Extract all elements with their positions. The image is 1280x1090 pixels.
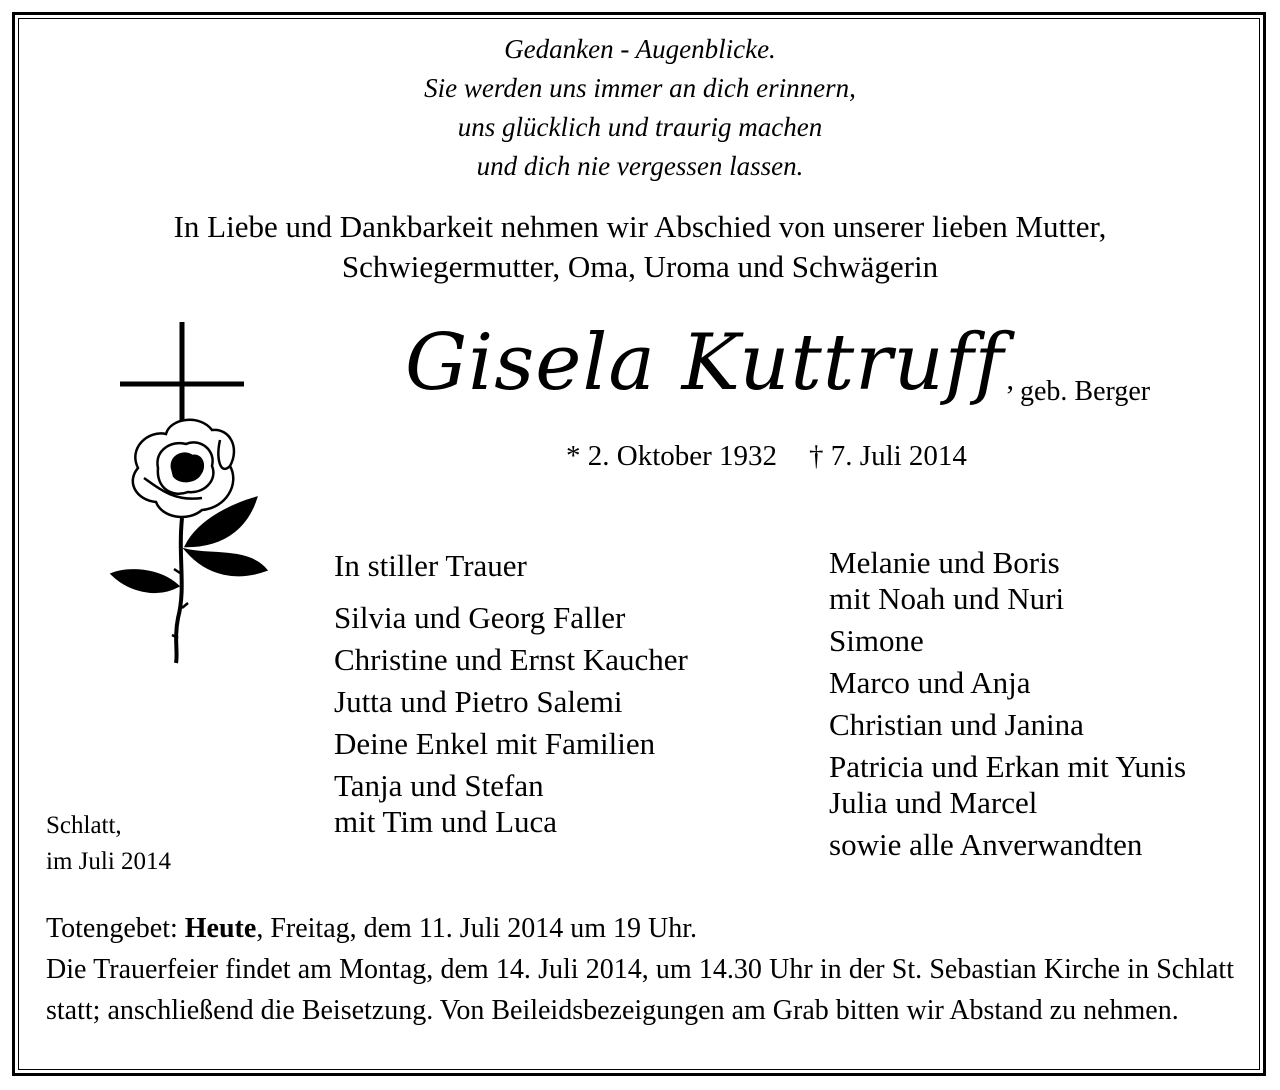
birth-date: * 2. Oktober 1932 [566, 440, 778, 472]
mourner-entry: Christine und Ernst Kaucher [334, 642, 688, 677]
life-dates [566, 440, 967, 473]
mourner-entry: Tanja und Stefan [334, 768, 544, 803]
service-details [46, 908, 1234, 1031]
mourner-entry: Simone [829, 623, 924, 658]
cross-icon [120, 322, 244, 428]
mourner-entry: mit Tim und Luca [334, 804, 558, 839]
poem-line: und dich nie vergessen lassen. [476, 151, 804, 181]
mourners-left-column [334, 548, 688, 840]
poem-line: Sie werden uns immer an dich erinnern, [424, 73, 856, 103]
birth-name: geb. Berger [1020, 376, 1151, 407]
mourner-entry: Jutta und Pietro Salemi [334, 684, 623, 719]
place-and-date [46, 808, 171, 880]
memorial-poem [0, 30, 1280, 186]
poem-line: Gedanken - Augenblicke. [504, 34, 776, 64]
intro-line: Schwiegermutter, Oma, Uroma und Schwägerin [341, 249, 939, 284]
prayer-line [46, 908, 1234, 949]
prayer-details: , Freitag, dem 11. Juli 2014 um 19 Uhr. [256, 913, 698, 944]
mourner-entry: Silvia und Georg Faller [334, 600, 626, 635]
mourner-entry: mit Noah und Nuri [829, 581, 1065, 616]
mourner-entry: Julia und Marcel [829, 785, 1038, 820]
cross-and-rose [108, 318, 278, 674]
place-date: im Juli 2014 [46, 848, 172, 875]
prayer-today: Heute [184, 913, 257, 944]
mourner-entry: Patricia und Erkan mit Yunis [829, 749, 1187, 784]
mourner-entry: Marco und Anja [829, 665, 1031, 700]
mourners-right-column [829, 545, 1186, 863]
mourner-entry: sowie alle Anverwandten [829, 827, 1143, 862]
mourner-entry: Deine Enkel mit Familien [334, 726, 656, 761]
deceased-name-line [405, 318, 1014, 408]
mourner-entry: Christian und Janina [829, 707, 1084, 742]
place-city: Schlatt, [46, 812, 122, 839]
prayer-label: Totengebet: [46, 913, 178, 944]
deceased-name: Gisela Kuttruff [405, 318, 1005, 408]
ceremony-text: Die Trauerfeier findet am Montag, dem 14. Juli 2014, um 14.30 Uhr in der St. Sebastian Kirche in Schlatt statt; anschließend die Beisetzung. Von Beileidsbezeigungen am Grab bitten wir Abstand zu nehmen. [46, 954, 1234, 1026]
farewell-intro [0, 207, 1280, 287]
poem-line: uns glücklich und traurig machen [457, 112, 823, 142]
death-date: † 7. Juli 2014 [809, 440, 967, 472]
mourner-heading: In stiller Trauer [334, 548, 527, 583]
mourner-entry: Melanie und Boris [829, 545, 1060, 580]
name-comma: , [1006, 363, 1014, 396]
rose-icon [112, 420, 266, 663]
intro-line: In Liebe und Dankbarkeit nehmen wir Abschied von unserer lieben Mutter, [173, 209, 1107, 244]
